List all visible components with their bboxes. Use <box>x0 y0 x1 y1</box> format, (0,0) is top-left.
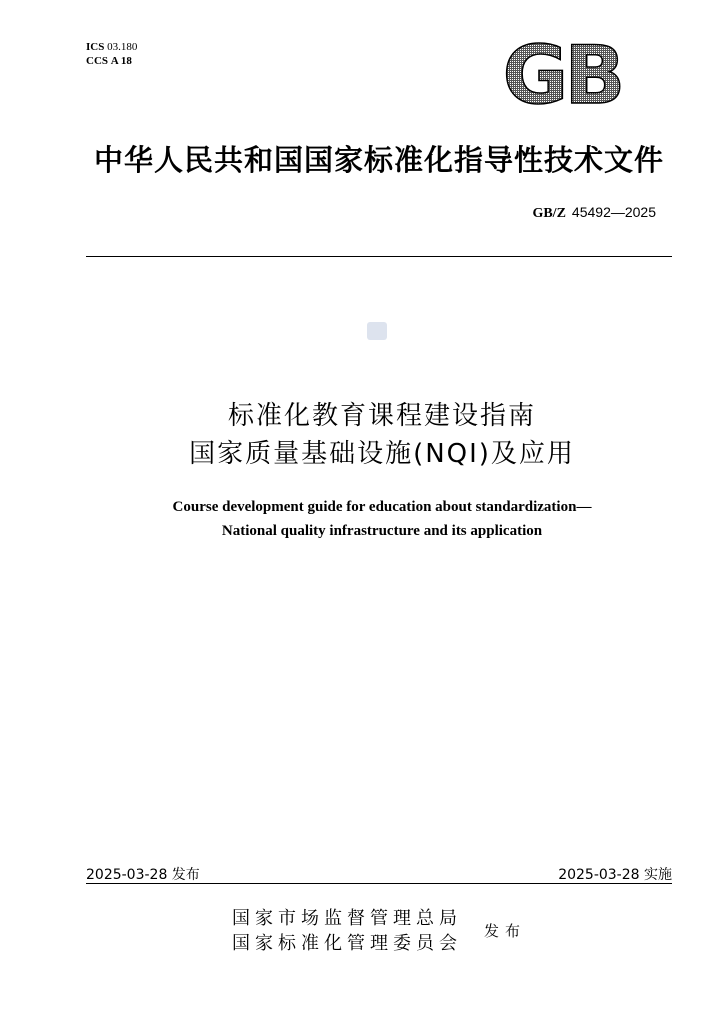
implementation-date: 2025-03-28 实施 <box>558 867 672 883</box>
bottom-divider <box>86 883 672 884</box>
english-title-line-1: Course development guide for education about standardization— <box>172 499 592 515</box>
english-title-line-2: National quality infrastructure and its application <box>221 523 543 539</box>
watermark-icon <box>367 322 387 340</box>
issuer-samr: 国家市场监督管理总局 <box>232 908 462 929</box>
ics-code: ICS 03.180 <box>86 41 138 53</box>
ccs-code: CCS A 18 <box>86 55 132 67</box>
publish-label: 发布 <box>484 922 527 940</box>
chinese-title-line-1: 标准化教育课程建设指南 <box>227 401 536 431</box>
classification-codes <box>86 40 137 68</box>
publish-date: 2025-03-28 发布 <box>86 867 200 883</box>
gb-logo-text: GB <box>502 37 622 111</box>
gb-logo <box>490 37 634 111</box>
chinese-title-line-2: 国家质量基础设施(NQI)及应用 <box>189 439 575 469</box>
standard-number: GB/Z 45492—2025 <box>532 204 656 221</box>
document-type-title: 中华人民共和国国家标准化指导性技术文件 <box>93 143 664 177</box>
top-divider <box>86 256 672 257</box>
issuer-sac: 国家标准化管理委员会 <box>232 933 462 954</box>
issuing-authorities <box>232 906 462 956</box>
